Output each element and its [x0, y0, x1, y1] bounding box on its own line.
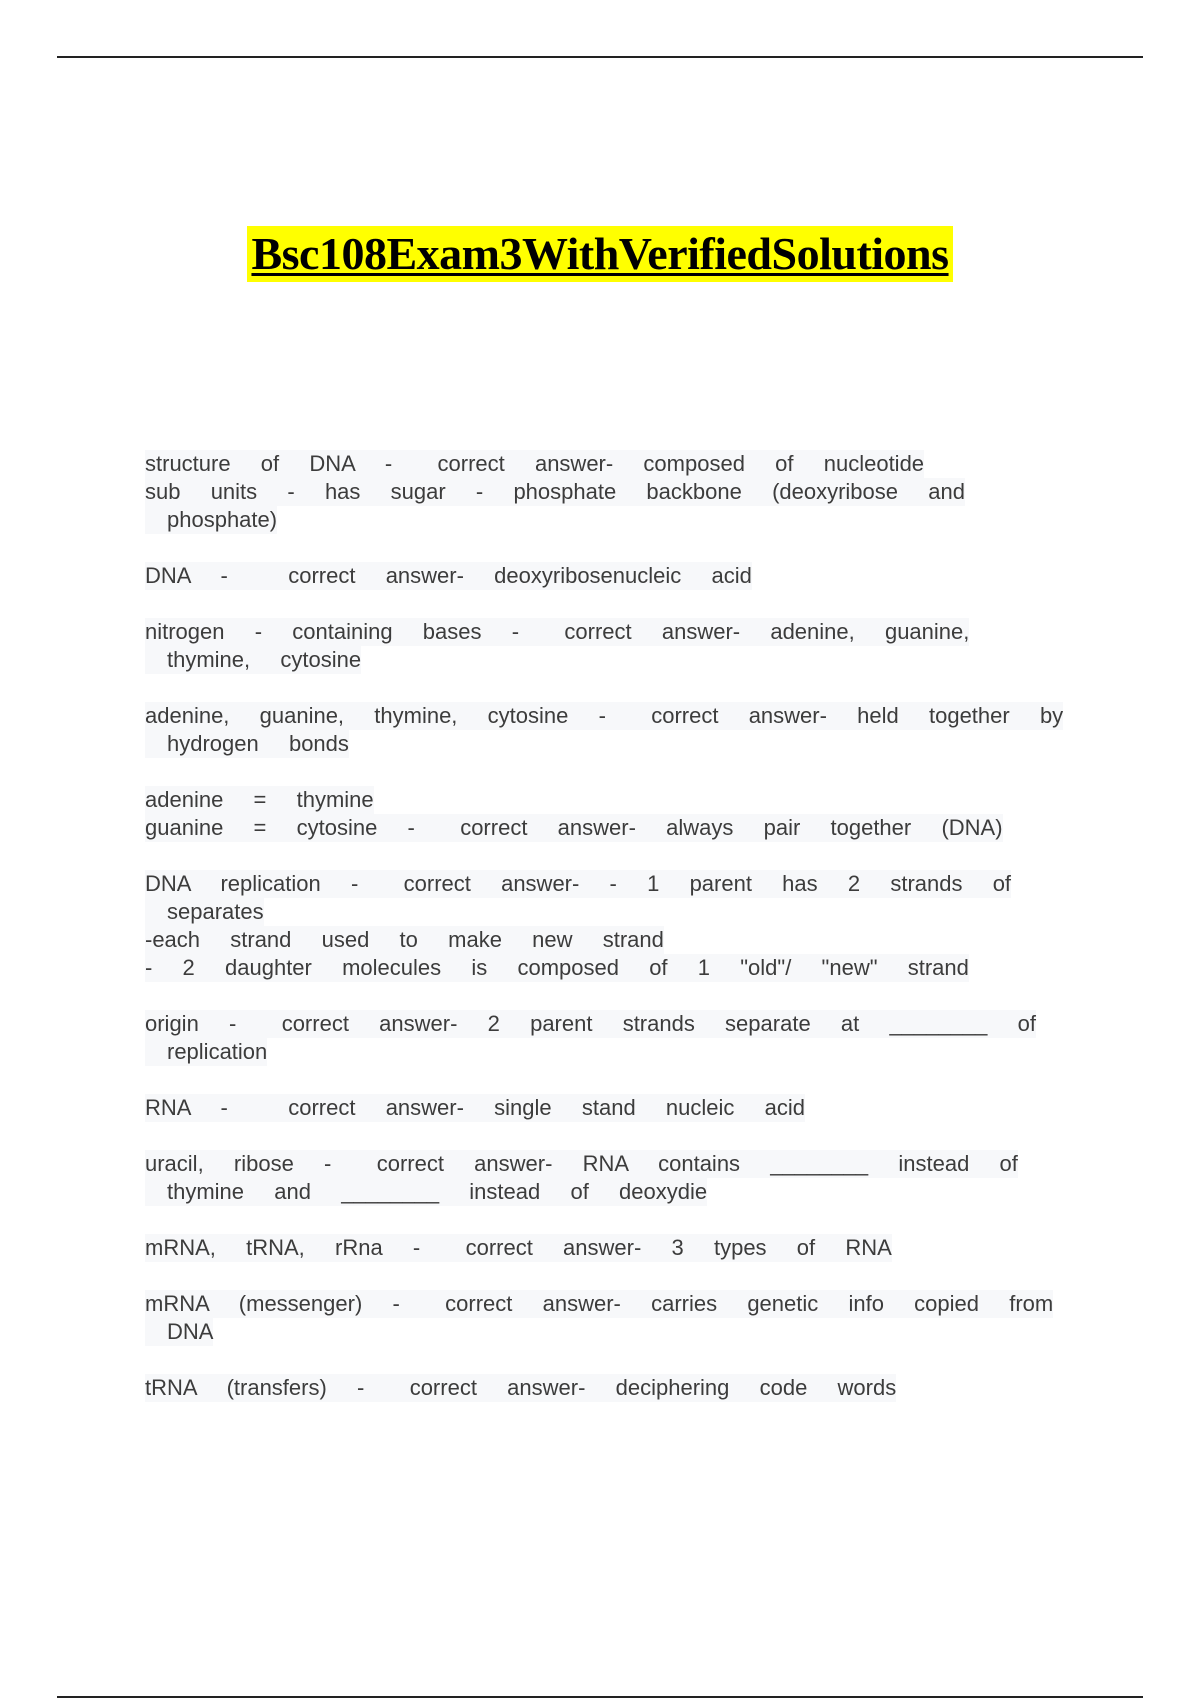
entry-line: origin - correct answer- 2 parent strands separate at ________ of	[145, 1011, 1036, 1036]
qa-entry	[145, 562, 1085, 590]
qa-entry	[145, 786, 1085, 842]
entry-line: nitrogen - containing bases - correct answer- adenine, guanine,	[145, 619, 970, 644]
entry-line: guanine = cytosine - correct answer- always pair together (DNA)	[145, 815, 1003, 840]
qa-entry	[145, 450, 1085, 534]
entry-line: mRNA, tRNA, rRna - correct answer- 3 types of RNA	[145, 1235, 892, 1260]
entry-line: uracil, ribose - correct answer- RNA contains ________ instead of	[145, 1151, 1018, 1176]
qa-entry	[145, 1150, 1085, 1206]
entry-line: structure of DNA - correct answer- composed of nucleotide	[145, 451, 925, 476]
qa-entry	[145, 1234, 1085, 1262]
qa-entry	[145, 1094, 1085, 1122]
qa-entry	[145, 1290, 1085, 1346]
entry-line: replication	[145, 1038, 267, 1066]
qa-entry	[145, 618, 1085, 674]
qa-entry	[145, 1374, 1085, 1402]
entry-line: sub units - has sugar - phosphate backbone (deoxyribose and	[145, 479, 965, 504]
entry-line: tRNA (transfers) - correct answer- deciphering code words	[145, 1375, 897, 1400]
qa-entry	[145, 870, 1085, 982]
title-container	[0, 226, 1200, 282]
qa-entry	[145, 1010, 1085, 1066]
entry-line: phosphate)	[145, 506, 277, 534]
entry-line: thymine, cytosine	[145, 646, 361, 674]
entry-line: -each strand used to make new strand	[145, 927, 664, 952]
document-title: Bsc108Exam3WithVerifiedSolutions	[247, 226, 952, 282]
document-body	[145, 450, 1085, 1430]
entry-line: DNA	[145, 1318, 213, 1346]
entry-line: mRNA (messenger) - correct answer- carries genetic info copied from	[145, 1291, 1054, 1316]
entry-line: DNA - correct answer- deoxyribosenucleic acid	[145, 563, 752, 588]
entry-line: adenine, guanine, thymine, cytosine - correct answer- held together by	[145, 703, 1064, 728]
entry-line: adenine = thymine	[145, 787, 374, 812]
entry-line: hydrogen bonds	[145, 730, 349, 758]
entry-line: - 2 daughter molecules is composed of 1 "old"/ "new" strand	[145, 955, 969, 980]
entry-line: thymine and ________ instead of deoxydie	[145, 1178, 707, 1206]
entry-line: RNA - correct answer- single stand nucleic acid	[145, 1095, 805, 1120]
qa-entry	[145, 702, 1085, 758]
entry-line: separates	[145, 898, 264, 926]
entry-line: DNA replication - correct answer- - 1 parent has 2 strands of	[145, 871, 1012, 896]
bottom-divider	[57, 1696, 1143, 1698]
top-divider	[57, 56, 1143, 58]
